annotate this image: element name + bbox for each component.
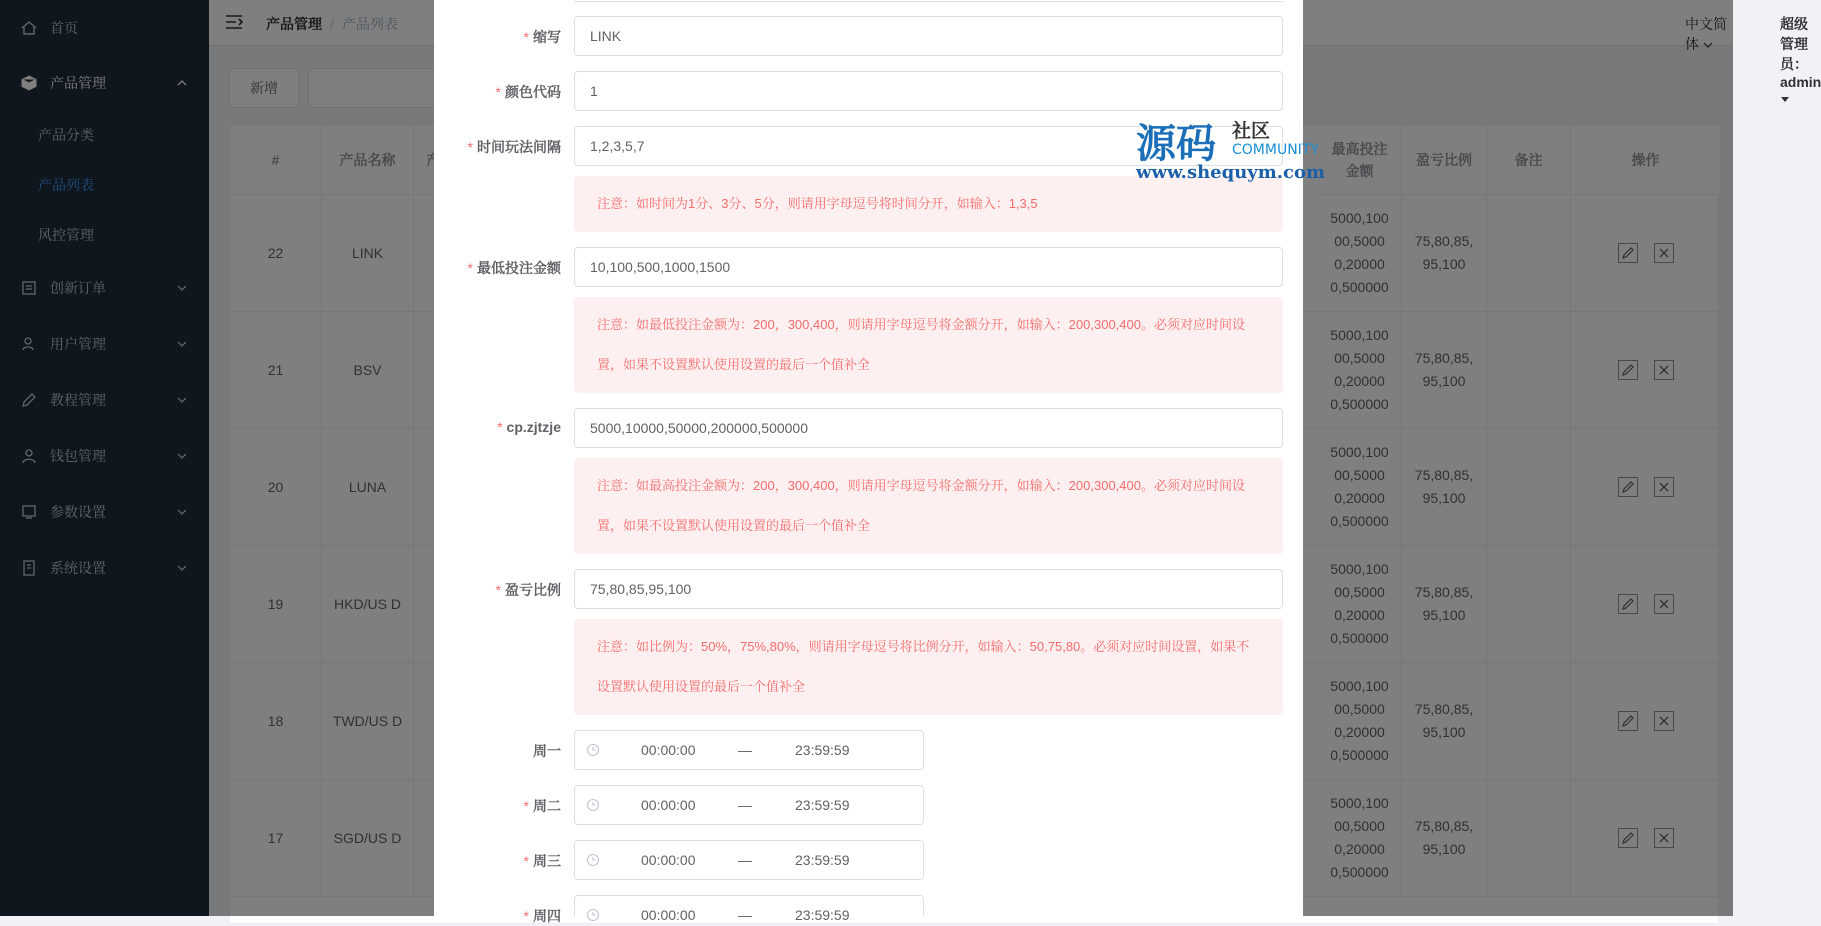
- max-bet-label-text: cp.zjtzje: [506, 419, 561, 435]
- start-time[interactable]: 00:00:00: [641, 907, 696, 923]
- min-bet-note: [574, 297, 1283, 393]
- min-bet-note-line2: 置，如果不设置默认使用设置的最后一个值补全: [597, 357, 871, 372]
- required-mark: *: [467, 139, 473, 155]
- wednesday-time-range[interactable]: [574, 840, 924, 880]
- max-bet-label: [434, 419, 561, 435]
- monday-label-text: 周一: [533, 743, 561, 759]
- color-code-input[interactable]: 1: [574, 71, 1283, 111]
- clock-icon: [586, 853, 600, 867]
- start-time[interactable]: 00:00:00: [641, 797, 696, 813]
- abbr-label-text: 缩写: [533, 29, 561, 45]
- min-bet-label-text: 最低投注金额: [477, 260, 561, 276]
- profit-ratio-note: [574, 619, 1283, 715]
- required-mark: *: [495, 84, 501, 100]
- profit-ratio-label: [434, 580, 561, 600]
- max-bet-note: [574, 458, 1283, 554]
- wednesday-label-text: 周三: [533, 853, 561, 869]
- color-code-label-text: 颜色代码: [505, 84, 561, 100]
- tuesday-label: [434, 796, 561, 816]
- time-interval-label-text: 时间玩法间隔: [477, 139, 561, 155]
- start-time[interactable]: 00:00:00: [641, 742, 696, 758]
- clock-icon: [586, 743, 600, 757]
- end-time[interactable]: 23:59:59: [795, 797, 850, 813]
- watermark-big-text: 源码: [1136, 120, 1216, 167]
- profit-ratio-note-line2: 设置默认使用设置的最后一个值补全: [597, 679, 806, 694]
- tuesday-label-text: 周二: [533, 798, 561, 814]
- monday-label: [434, 741, 561, 761]
- tuesday-time-range[interactable]: [574, 785, 924, 825]
- range-separator: —: [738, 742, 752, 758]
- watermark-logo: [1136, 112, 1336, 184]
- end-time[interactable]: 23:59:59: [795, 742, 850, 758]
- start-time[interactable]: 00:00:00: [641, 852, 696, 868]
- time-interval-input[interactable]: 1,2,3,5,7: [574, 126, 1283, 166]
- min-bet-note-line1: 注意：如最低投注金额为：200，300,400，则请用字母逗号将金额分开，如输入：200,300,400。必须对应时间设: [597, 317, 1245, 332]
- thursday-time-range[interactable]: [574, 895, 924, 923]
- min-bet-input[interactable]: 10,100,500,1000,1500: [574, 247, 1283, 287]
- range-separator: —: [738, 907, 752, 923]
- thursday-label: [434, 906, 561, 926]
- required-mark: *: [467, 260, 473, 276]
- required-mark: *: [495, 582, 501, 598]
- required-mark: *: [523, 908, 529, 924]
- monday-time-range[interactable]: [574, 730, 924, 770]
- abbr-label: [434, 27, 561, 47]
- user-label: 超级管理员：admin: [1780, 16, 1821, 90]
- max-bet-note-line2: 置，如果不设置默认使用设置的最后一个值补全: [597, 518, 871, 533]
- previous-input-edge: [574, 0, 1283, 2]
- abbr-input[interactable]: LINK: [574, 16, 1283, 56]
- range-separator: —: [738, 797, 752, 813]
- max-bet-note-line1: 注意：如最高投注金额为：200，300,400，则请用字母逗号将金额分开，如输入：200,300,400。必须对应时间设: [597, 478, 1245, 493]
- min-bet-label: [434, 258, 561, 278]
- max-bet-input[interactable]: 5000,10000,50000,200000,500000: [574, 408, 1283, 448]
- required-mark: *: [523, 853, 529, 869]
- required-mark: *: [497, 419, 503, 435]
- time-interval-note: 注意：如时间为1分、3分、5分，则请用字母逗号将时间分开，如输入：1,3,5: [574, 176, 1283, 232]
- thursday-label-text: 周四: [533, 908, 561, 924]
- watermark-url: www.shequym.com: [1136, 162, 1326, 183]
- required-mark: *: [523, 798, 529, 814]
- clock-icon: [586, 798, 600, 812]
- watermark-small-text: 社区: [1232, 120, 1271, 142]
- watermark-community-text: COMMUNITY: [1232, 142, 1319, 158]
- clock-icon: [586, 908, 600, 922]
- profit-ratio-note-line1: 注意：如比例为：50%，75%,80%，则请用字母逗号将比例分开，如输入：50,75,80。必须对应时间设置，如果不: [597, 639, 1250, 654]
- profit-ratio-input[interactable]: 75,80,85,95,100: [574, 569, 1283, 609]
- required-mark: *: [523, 29, 529, 45]
- profit-ratio-label-text: 盈亏比例: [505, 582, 561, 598]
- range-separator: —: [738, 852, 752, 868]
- wednesday-label: [434, 851, 561, 871]
- user-dropdown[interactable]: [1780, 14, 1821, 106]
- end-time[interactable]: 23:59:59: [795, 852, 850, 868]
- time-interval-label: [434, 137, 561, 157]
- caret-down-icon: [1780, 95, 1790, 103]
- color-code-label: [434, 82, 561, 102]
- end-time[interactable]: 23:59:59: [795, 907, 850, 923]
